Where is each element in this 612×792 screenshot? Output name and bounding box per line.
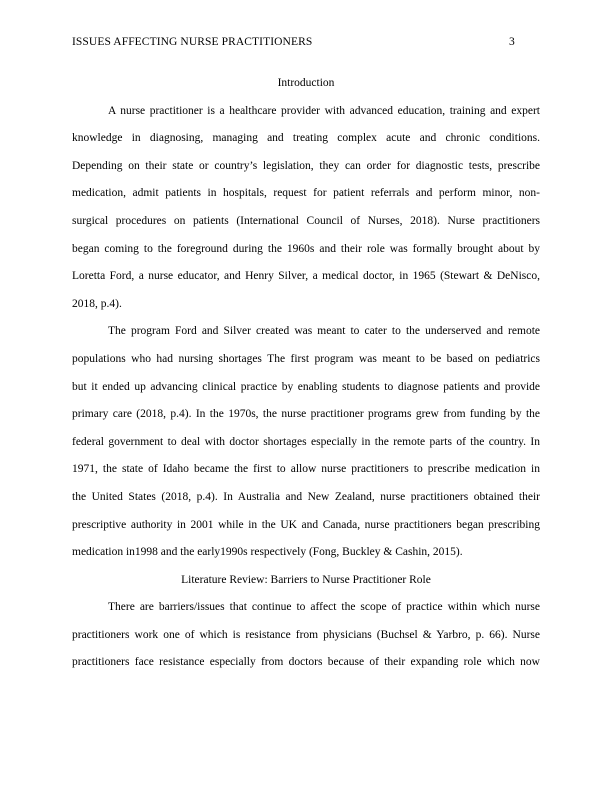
paragraph-line: Depending on their state or country’s legislation, they can order for diagnostic tests, prescribe: [72, 159, 540, 172]
paragraph-line: surgical procedures on patients (International Council of Nurses, 2018). Nurse practitioners: [72, 214, 540, 227]
paragraph-line: federal government to deal with doctor shortages especially in the remote parts of the country. In: [72, 435, 540, 448]
paragraph: [72, 98, 540, 319]
section-heading-literature-review: Literature Review: Barriers to Nurse Practitioner Role: [181, 573, 431, 586]
paragraph-line: 1971, the state of Idaho became the first to allow nurse practitioners to prescribe medication in: [72, 463, 540, 476]
page-number: 3: [509, 36, 515, 48]
paragraph-line: practitioners face resistance especially from doctors because of their expanding role which now: [72, 656, 540, 669]
running-head: ISSUES AFFECTING NURSE PRACTITIONERS: [72, 36, 313, 48]
paragraph-line: Loretta Ford, a nurse educator, and Henry Silver, a medical doctor, in 1965 (Stewart & DeNisco,: [72, 270, 540, 283]
section-heading-introduction: Introduction: [277, 77, 335, 89]
paragraph-line: medication in1998 and the early1990s respectively (Fong, Buckley & Cashin, 2015).: [72, 546, 463, 559]
paragraph-line: 2018, p.4).: [72, 297, 122, 310]
paragraph-line: medication, admit patients in hospitals, request for patient referrals and perform minor, non-: [72, 187, 540, 200]
body-text: [72, 70, 540, 677]
paragraph-line: prescriptive authority in 2001 while in the UK and Canada, nurse practitioners began prescribing: [72, 518, 540, 531]
paragraph-line: the United States (2018, p.4). In Australia and New Zealand, nurse practitioners obtained their: [72, 490, 540, 503]
paragraph-line: primary care (2018, p.4). In the 1970s, the nurse practitioner programs grew from funding by the: [72, 408, 540, 421]
paragraph-line: The program Ford and Silver created was meant to cater to the underserved and remote: [108, 325, 540, 338]
paragraph: [72, 594, 540, 677]
paragraph-line: but it ended up advancing clinical practice by enabling students to diagnose patients and provide: [72, 380, 540, 393]
paragraph-line: populations who had nursing shortages The first program was meant to be based on pediatrics: [72, 352, 540, 365]
paragraph-line: A nurse practitioner is a healthcare provider with advanced education, training and expert: [108, 104, 540, 117]
paragraph-line: practitioners work one of which is resistance from physicians (Buchsel & Yarbro, p. 66). Nurse: [72, 628, 540, 641]
paragraph: [72, 318, 540, 566]
paragraph-line: began coming to the foreground during the 1960s and their role was formally brought about by: [72, 242, 540, 255]
paragraph-line: There are barriers/issues that continue to affect the scope of practice within which nurse: [108, 601, 540, 614]
paragraph-line: knowledge in diagnosing, managing and treating complex acute and chronic conditions.: [72, 132, 540, 145]
